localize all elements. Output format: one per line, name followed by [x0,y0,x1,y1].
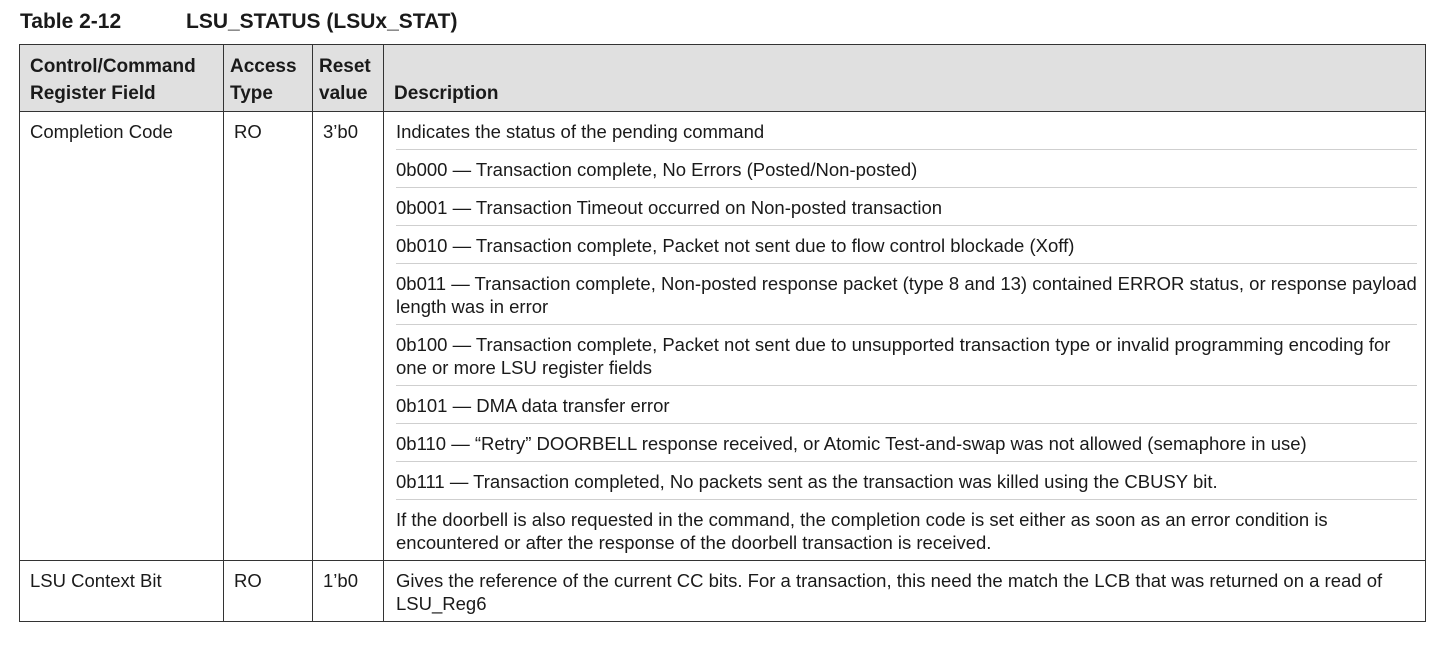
cell-field: LSU Context Bit [20,561,224,622]
header-field [20,45,224,112]
table-row-completion-code [20,112,1426,561]
table-row-lsu-context-bit [20,561,1426,622]
header-row [20,45,1426,112]
cell-reset: 3’b0 [313,112,384,561]
description-line: Gives the reference of the current CC bits. For a transaction, this need the match the LCB that was returned on a read of LSU_Reg6 [396,570,1383,614]
description-line: 0b001 — Transaction Timeout occurred on Non-posted transaction [396,187,1417,225]
description-line: 0b101 — DMA data transfer error [396,385,1417,423]
description-line: 0b010 — Transaction complete, Packet not sent due to flow control blockade (Xoff) [396,225,1417,263]
header-description [384,45,1426,112]
cell-reset: 1’b0 [313,561,384,622]
cell-description [384,561,1426,622]
header-field-line-2: Register Field [30,83,156,104]
header-reset-line-1: Reset [319,56,371,77]
description-line: 0b100 — Transaction complete, Packet not sent due to unsupported transaction type or invalid programming encoding for one or more LSU register fields [396,324,1417,385]
register-table [19,44,1426,622]
header-access-line-1: Access [230,56,297,77]
description-line: Indicates the status of the pending command [396,121,765,142]
header-field-line-1: Control/Command [30,56,196,77]
table-number: Table 2-12 [20,10,122,33]
description-line: 0b110 — “Retry” DOORBELL response received, or Atomic Test-and-swap was not allowed (semaphore in use) [396,423,1417,461]
description-line: If the doorbell is also requested in the command, the completion code is set either as soon as an error condition is encountered or after the response of the doorbell transaction is received. [396,499,1417,560]
table-caption [20,8,457,36]
description-line: 0b011 — Transaction complete, Non-posted response packet (type 8 and 13) contained ERROR status, or response payload length was in error [396,263,1417,324]
header-description-line-1: Description [394,83,499,104]
header-access [224,45,313,112]
description-line: 0b000 — Transaction complete, No Errors (Posted/Non-posted) [396,149,1417,187]
cell-access: RO [224,112,313,561]
header-reset [313,45,384,112]
header-access-line-2: Type [230,83,273,104]
cell-field: Completion Code [20,112,224,561]
description-line: 0b111 — Transaction completed, No packets sent as the transaction was killed using the CBUSY bit. [396,461,1417,499]
header-reset-line-2: value [319,83,368,104]
cell-description [384,112,1426,561]
cell-access: RO [224,561,313,622]
table-title: LSU_STATUS (LSUx_STAT) [186,10,458,33]
